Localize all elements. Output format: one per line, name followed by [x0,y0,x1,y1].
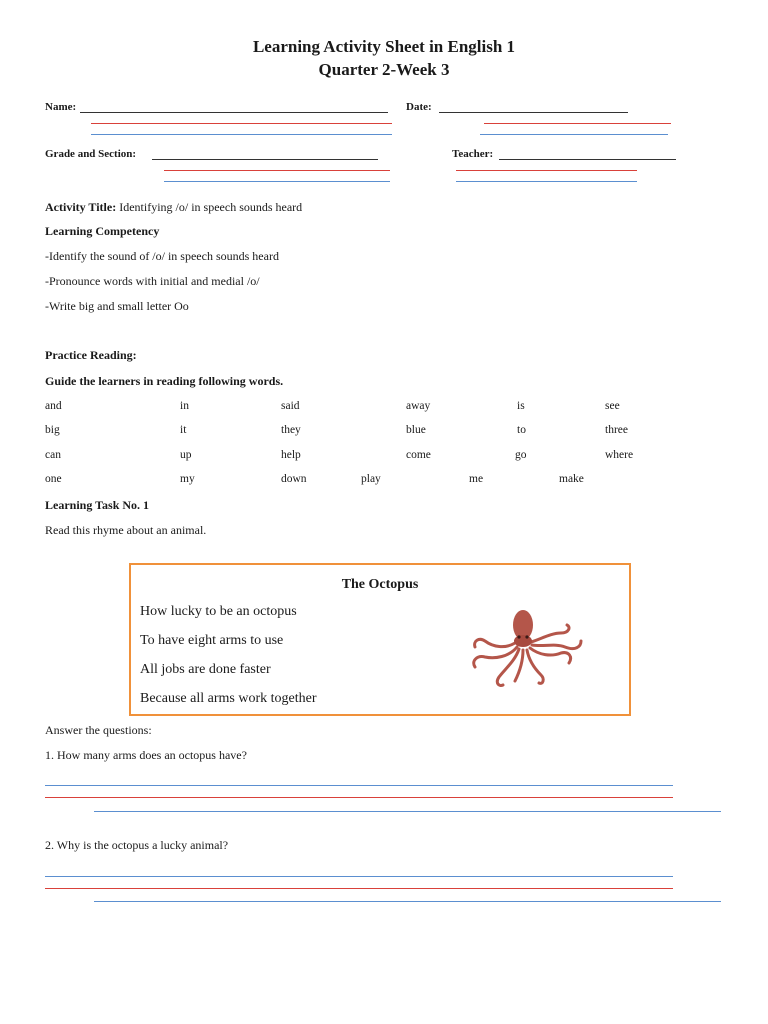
teacher-line-blue [456,181,637,182]
word-item: down [281,473,307,485]
competency-item: -Pronounce words with initial and medial /o/ [45,274,260,288]
word-item: go [515,449,527,461]
word-item: is [517,400,525,412]
grade-section-line-blue [164,181,390,182]
date-line-red [484,123,671,124]
poem-title: The Octopus [341,577,419,592]
word-item: me [469,473,484,485]
word-item: one [45,473,62,485]
learning-task-heading: Learning Task No. 1 [45,498,150,512]
sheet-subtitle: Quarter 2-Week 3 [318,60,450,79]
word-item: in [180,400,189,412]
competency-item: -Identify the sound of /o/ in speech sounds heard [45,249,279,263]
poem-line: To have eight arms to use [140,633,284,648]
answer-line-top[interactable] [45,785,673,786]
question-2: 2. Why is the octopus a lucky animal? [45,838,229,852]
word-item: help [281,449,301,461]
grade-section-line[interactable] [152,159,378,160]
activity-title-label: Activity Title: [45,200,117,214]
competency-item: -Write big and small letter Oo [45,299,189,313]
practice-reading-heading: Practice Reading: [45,348,137,362]
answer-line-bottom [94,901,721,902]
activity-title [45,200,302,215]
date-line-blue [480,134,668,135]
word-item: my [180,473,195,485]
word-item: play [361,473,381,485]
date-line[interactable] [439,112,628,113]
word-item: can [45,449,61,461]
answer-line-top[interactable] [45,876,673,877]
sheet-title: Learning Activity Sheet in English 1 [252,37,516,56]
word-item: they [281,424,301,436]
learning-task-instruction: Read this rhyme about an animal. [45,523,207,537]
teacher-line-red [456,170,637,171]
word-item: big [45,424,60,436]
word-item: to [517,424,526,436]
learning-competency-heading: Learning Competency [45,224,160,238]
word-item: come [406,449,431,461]
word-item: and [45,400,62,412]
word-item: blue [406,424,426,436]
name-line[interactable] [80,112,388,113]
poem-line: All jobs are done faster [140,662,271,677]
poem-line: Because all arms work together [140,691,317,706]
word-item: make [559,473,584,485]
activity-title-value: Identifying /o/ in speech sounds heard [119,200,303,214]
date-label: Date: [406,101,432,113]
name-line-blue [91,134,392,135]
word-item: up [180,449,192,461]
question-1: 1. How many arms does an octopus have? [45,748,247,762]
practice-instruction: Guide the learners in reading following words. [45,374,284,388]
word-item: said [281,400,300,412]
word-item: away [406,400,431,412]
name-label: Name: [45,101,77,113]
word-item: see [605,400,620,412]
answer-line-mid [45,888,673,889]
poem-line: How lucky to be an octopus [140,604,297,619]
answer-questions-intro: Answer the questions: [45,723,152,737]
teacher-line[interactable] [499,159,676,160]
answer-line-mid [45,797,673,798]
name-line-red [91,123,392,124]
teacher-label: Teacher: [452,148,494,160]
poem-box [129,563,631,716]
grade-section-label: Grade and Section: [45,148,137,160]
word-item: it [180,424,187,436]
word-item: where [605,449,634,461]
word-item: three [605,424,628,436]
grade-section-line-red [164,170,390,171]
octopus-icon [465,603,587,689]
answer-line-bottom [94,811,721,812]
